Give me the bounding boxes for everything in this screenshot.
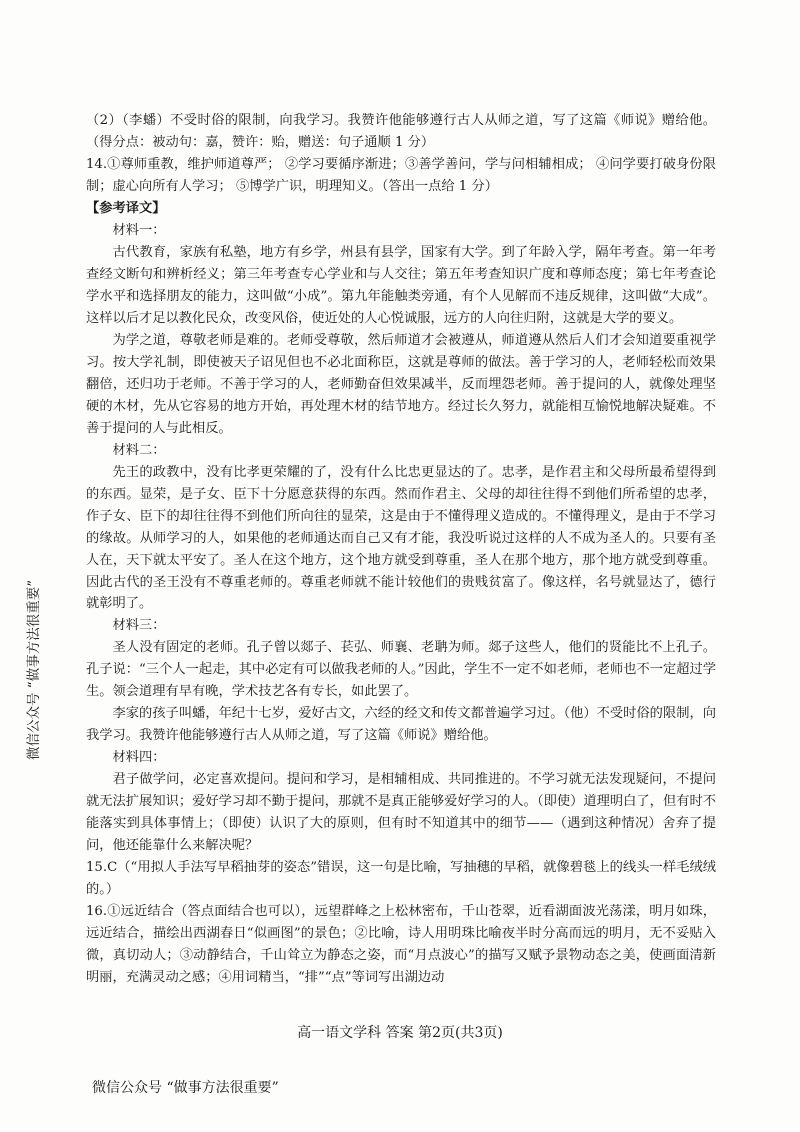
material-4-title: 材料四： <box>112 750 166 765</box>
material-1-title: 材料一： <box>112 223 166 238</box>
material-3-title: 材料三： <box>112 618 166 633</box>
material-3-para-2: 李家的孩子叫蟠，年纪十七岁，爱好古文，六经的经文和传文都普遍学习过。（他）不受时俗的限制，向我学习。我赞许他能够遵行古人从师之道，写了这篇《师说》赠给他。 <box>86 706 716 743</box>
answer-14: 14.①尊师重教，维护师道尊严； ②学习要循序渐进；③善学善问，学与问相辅相成； ④问学要打破身份限制；虚心向所有人学习； ⑤博学广识，明理知义。（答出一点给 1 分） <box>86 157 716 194</box>
material-1-para-1: 古代教育，家族有私塾，地方有乡学，州县有县学，国家有大学。到了年龄入学，隔年考查。第一年考查经文断句和辨析经义；第三年考查专心学业和与人交往；第五年考查知识广度和尊师态度；第七年考查论学水平和选择朋友的能力，这叫做“小成”。第九年能触类旁通，有个人见解而不违反规律，这叫做“大成”。这样以后才足以教化民众，改变风俗，使近处的人心悦诚服，远方的人向往归附，这就是大学的要义。 <box>86 245 716 326</box>
material-4-para-1: 君子做学问，必定喜欢提问。提问和学习，是相辅相成、共同推进的。不学习就无法发现疑问，不提问就无法扩展知识；爱好学习却不勤于提问，那就不是真正能够爱好学习的人。（即使）道理明白了，但有时不能落实到具体事情上；（即使）认识了大的原则，但有时不知道其中的细节——（遇到这种情况）舍弃了提问，他还能靠什么来解决呢？ <box>86 772 716 853</box>
page-footer: 高一语文学科 答案 第2页(共3页) <box>297 1025 503 1041</box>
side-publisher-note: 微信公众号 “做事方法很重要” <box>26 579 42 760</box>
translation-heading: 【参考译文】 <box>86 201 166 216</box>
material-2-para-1: 先王的政教中，没有比孝更荣耀的了，没有什么比忠更显达的了。忠孝，是作君主和父母所最希望得到的东西。显荣，是子女、臣下十分愿意获得的东西。然而作君主、父母的却往往得不到他们所希望的忠孝，作子女、臣下的却往往得不到他们所向往的显荣，这是由于不懂得理义造成的。不懂得理义，是由于不学习的缘故。从师学习的人，如果他的老师通达而自己又有才能，我没听说过这样的人不成为圣人的。只要有圣人在，天下就太平安了。圣人在这个地方，这个地方就受到尊重，圣人在那个地方，那个地方就受到尊重。因此古代的圣王没有不尊重老师的。尊重老师就不能计较他们的贵贱贫富了。像这样，名号就显达了，德行就彰明了。 <box>86 465 716 612</box>
answer-15: 15.C（“用拟人手法写早稻抽芽的姿态”错误，这一句是比喻，写抽穗的早稻，就像碧毯上的线头一样毛绒绒的。） <box>86 860 716 897</box>
material-3-para-1: 圣人没有固定的老师。孔子曾以郯子、苌弘、师襄、老聃为师。郯子这些人，他们的贤能比不上孔子。孔子说：“三个人一起走，其中必定有可以做我老师的人。”因此，学生不一定不如老师，老师也不一定超过学生。领会道理有早有晚，学术技艺各有专长，如此罢了。 <box>86 640 716 699</box>
answer-16: 16.①远近结合（答点面结合也可以），远望群峰之上松林密布，千山苍翠，近看湖面波光荡漾，明月如珠，远近结合，描绘出西湖春日“似画图”的景色；②比喻，诗人用明珠比喻夜半时分高而远的明月，无不妥贴入微，真切动人；③动静结合，千山耸立为静态之姿，而“月点波心”的描写又赋予景物动态之美，使画面清新明丽，充满灵动之感；④用词精当，“排”“点”等词写出湖边动 <box>86 904 716 985</box>
bottom-publisher-note: 微信公众号 “做事方法很重要” <box>92 1080 279 1096</box>
answer-13-2: （2）（李蟠）不受时俗的限制，向我学习。我赞许他能够遵行古人从师之道，写了这篇《师说》赠给他。（得分点：被动句：嘉，赞许：贻，赠送：句子通顺 1 分） <box>86 113 716 150</box>
material-1-para-2: 为学之道，尊敬老师是难的。老师受尊敬，然后师道才会被遵从，师道遵从然后人们才会知道要重视学习。按大学礼制，即使被天子诏见但也不必北面称臣，这就是尊师的做法。善于学习的人，老师轻松而效果翻倍，还归功于老师。不善于学习的人，老师勤奋但效果减半，反而埋怨老师。善于提问的人，就像处理坚硬的木材，先从它容易的地方开始，再处理木材的结节地方。经过长久努力，就能相互愉悦地解决疑难。不善于提问的人与此相反。 <box>86 333 716 436</box>
material-2-title: 材料二： <box>112 443 166 458</box>
